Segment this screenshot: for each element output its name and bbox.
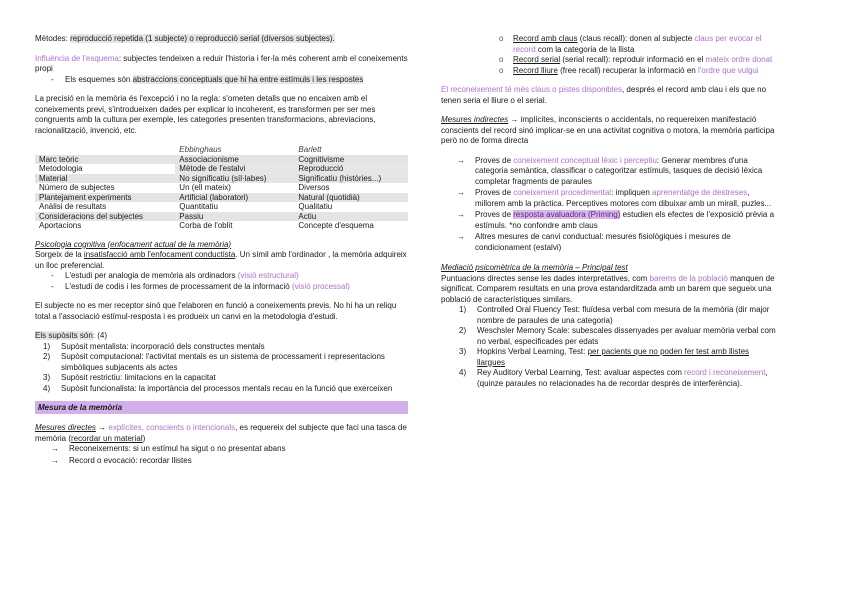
table-header-row: Ebbinghaus Barlett [179, 145, 322, 154]
left-column [35, 34, 408, 467]
list-item: - L'estudi per analogia de memòria als ordinadors (visió estructural) [51, 271, 408, 282]
table-row: Material No significatiu (síl·labes) Significatiu (històries...) [35, 174, 408, 184]
precision-paragraph: La precisió en la memòria és l'excepció i no la regla: s'ometen detalls que no encaixen amb el coneixements previ, s'introdueixen dades per explicar lo incoherent, es transformen per ser mes congruents amb la cultura per exemple, les categories presenten transformacions, abreviacions, racionalització, invenció, etc. [35, 94, 376, 135]
list-item: → Reconeixements: si un estímul ha sigut o no presentat abans [51, 444, 408, 455]
comparison-table [35, 145, 408, 231]
table-row: Metodologia Mètode de l'estalvi Reproducció [35, 164, 408, 174]
recall-list [441, 34, 777, 76]
medi-paragraph: Puntuacions directes sense les dades interpretatives, com barems de la població manquen de significat. Comparem resultats en una prova estandarditzada amb un barem que segueix una població de característiques similars. [441, 273, 775, 304]
list-item: → Altres mesures de canvi conductual: mesures fisiològiques i mesures de condicionament (estalvi) [457, 232, 777, 253]
table-row: Anàlisi de resultats Quantitatiu Qualitatiu [39, 202, 333, 211]
schema-paragraph: Influència de l'esquema: subjectes tendeixen a reduir l'historia i fer-la més coherent amb el coneixements propi [35, 53, 408, 73]
list-item: 2) Weschsler Memory Scale: subescales dissenyades per avaluar memòria verbal com no verbal, especificades per edats [459, 326, 776, 346]
methods-highlight: reproducció repetida (1 subjecte) o reproducció serial (diversos subjectes). [70, 34, 335, 43]
psico-paragraph: Sorgeix de la insatisfacció amb l'enfocament conductista. Un símil amb l'ordinador , la memòria adquireix un lloc preferencial. [35, 250, 407, 270]
tests-list [441, 305, 777, 389]
list-item: → Proves de coneixement procedimental: impliquen aprenentatge de destreses, millorem amb la pràctica. Perceptives motores com dibuixar amb un mirall, puzles... [457, 188, 777, 209]
list-item: → Record o evocació: recordar llistes [51, 456, 408, 467]
methods-paragraph: Mètodes: reproducció repetida (1 subjecte) o reproducció serial (diversos subjectes). [35, 34, 335, 43]
table-row: Plantejament experiments Artificial (laboratori) Natural (quotidià) [35, 193, 408, 203]
list-item: - L'estudi de codis i les formes de processament de la informació (visió processal) [51, 282, 408, 293]
indirect-paragraph: Mesures indirectes → implícites, inconscients o accidentals, no requereixen manifestació conscients del record sinó implicar-se en una activitat cognitiva o motora, la memòria participa però no de forma directa [441, 115, 775, 145]
direct-paragraph: Mesures directes → explícites, conscients o intencionals, es requereix del subjecte que faci una tasca de memòria (recordar un material) [35, 423, 407, 443]
list-item: 3) Hopkins Verbal Learning, Test: per pacients que no poden fer test amb llistes llargues [459, 347, 750, 367]
section-heading-bar: Mesura de la memòria [35, 401, 408, 414]
list-item: 2) Supòsit computacional: l'activitat mentals es un sistema de processament i representacions simbòliques subjacents als actes [43, 352, 385, 372]
list-item: 4) Supòsit funcionalista: la importància del processos mentals recau en la funció que exerceixen [43, 383, 393, 393]
subject-paragraph: El subjecte no es mer receptor sinó que l'elaboren en funció a coneixements previs. No hi ha un reliqu total a l'associació estímul-resposta i es produeix un canvi en la metodologia d'estudi. [35, 301, 397, 321]
list-item: 4) Rey Auditory Verbal Learning, Test: avaluar aspectes com record i reconeixement, (quinze paraules no relacionades ha de recordar després de interferència). [459, 368, 768, 388]
list-item: 1) Controlled Oral Fluency Test: fluïdesa verbal com mesura de la memòria (dir major nombre de paraules de una categoria) [459, 305, 770, 325]
list-item: 1) Supòsit mentalista: incorporació dels constructes mentals [43, 341, 265, 351]
list-item: 3) Supòsit restrictiu: limitacions en la capacitat [43, 373, 216, 382]
schema-list [35, 75, 408, 86]
psico-list [35, 271, 408, 292]
list-item: → Proves de coneixement conceptual lèxic i perceptiu: Generar membres d'una categoria semàntica, classificar o categoritzar estímuls, tasques de decisió lèxica completar fragments de paraules [457, 156, 777, 188]
supos-list [35, 342, 408, 395]
indirect-list [441, 156, 777, 254]
psico-title: Psicologia cognitiva (enfocament actual de la memòria) [35, 239, 232, 249]
direct-list [35, 444, 408, 466]
table-row: Aportacions Corba de l'oblit Concepte d'esquema [39, 221, 374, 230]
medi-title: Mediació psicomètrica de la memòria – Principal test [441, 263, 628, 272]
list-item: - Els esquemes són abstraccions conceptuals que hi ha entre estímuls i les respostes [51, 75, 408, 86]
recon-paragraph: El reconeixement té més claus o pistes disponibles, després el record amb clau i els que no tenen seria el lliure o el serial. [441, 85, 767, 105]
schema-term: Influència de l'esquema [35, 53, 119, 63]
list-item: o Record amb claus (claus recall): donen al subjecte claus per evocar el record com la categoria de la llista [499, 34, 777, 55]
table-row: Número de subjectes Un (ell mateix) Diversos [39, 183, 330, 192]
list-item: → Proves de resposta avaluadora (Priming) estudien els efectes de l'exposició prèvia a estímuls. *no confondre amb claus [457, 210, 777, 231]
supos-heading: Els supòsits són: (4) [35, 331, 108, 340]
list-item: o Record serial (serial recall): reproduir informació en el mateix ordre donat [499, 55, 777, 66]
table-row: Consideracions del subjectes Passiu Actiu [35, 212, 408, 222]
list-item: o Record lliure (free recall) recuperar la informació en l'ordre que vulgui [499, 66, 777, 77]
right-column [441, 34, 777, 389]
table-row: Marc teòric Associacionisme Cognitivisme [35, 155, 408, 165]
